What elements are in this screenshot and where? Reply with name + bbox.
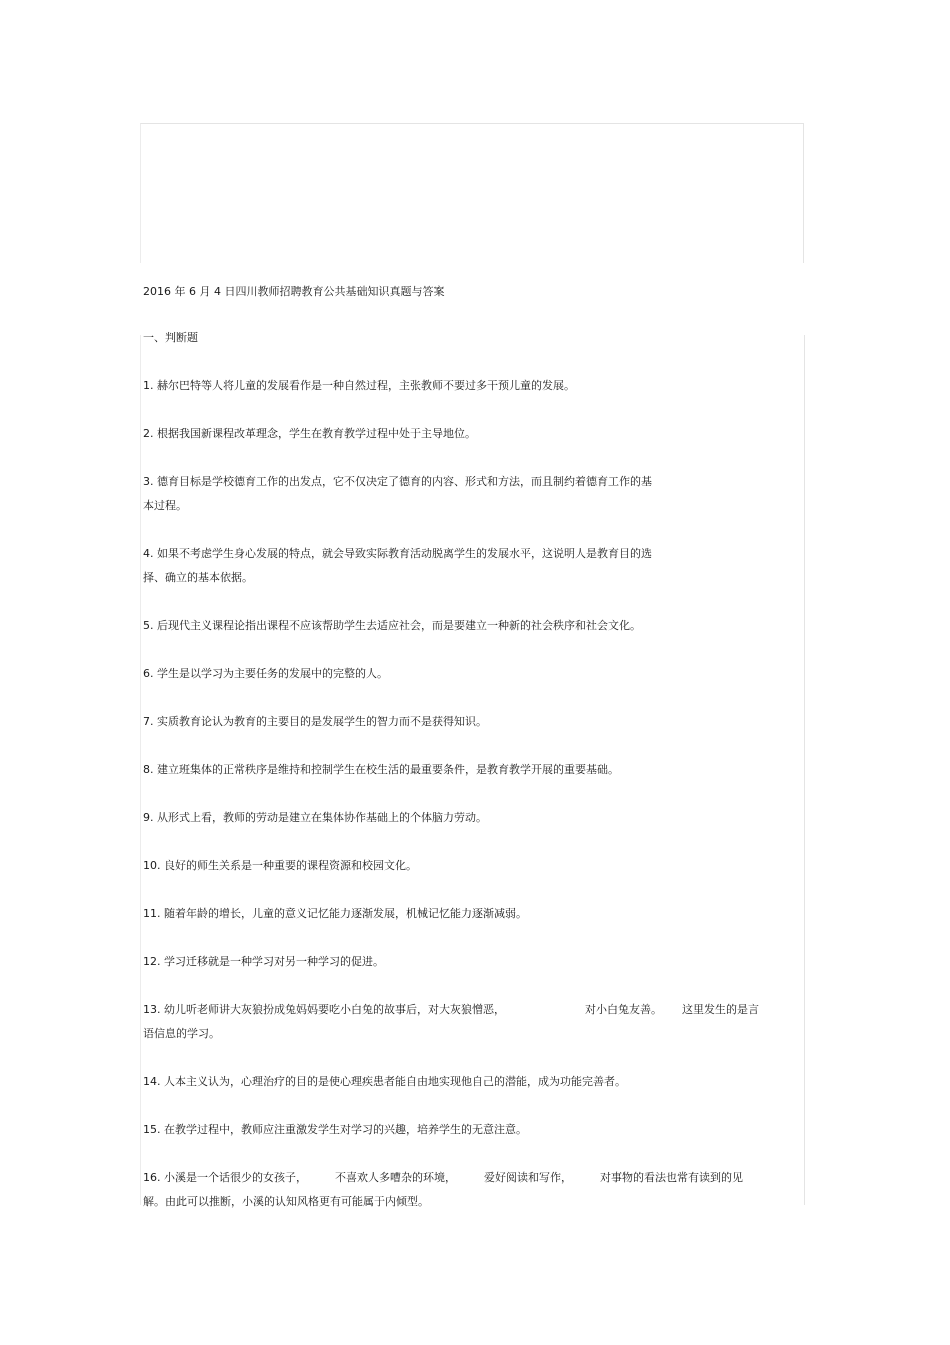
question-number: 1.	[143, 379, 154, 392]
document-body	[143, 280, 793, 1214]
right-margin-rule	[804, 335, 805, 1205]
question-line	[143, 470, 793, 494]
question-14	[143, 1070, 793, 1094]
question-line	[143, 950, 793, 974]
question-line	[143, 806, 793, 830]
question-number: 12.	[143, 955, 161, 968]
question-13-part-3: 这里发生的是言	[682, 1003, 759, 1016]
question-text: 随着年龄的增长，儿童的意义记忆能力逐渐发展，机械记忆能力逐渐减弱。	[164, 907, 527, 920]
question-number: 9.	[143, 811, 154, 824]
question-number: 10.	[143, 859, 161, 872]
question-13	[143, 998, 793, 1046]
question-line	[143, 494, 793, 518]
question-number: 2.	[143, 427, 154, 440]
question-text: 择、确立的基本依据。	[143, 571, 253, 584]
question-text: 实质教育论认为教育的主要目的是发展学生的智力而不是获得知识。	[157, 715, 487, 728]
question-12	[143, 950, 793, 974]
question-8	[143, 758, 793, 782]
question-15	[143, 1118, 793, 1142]
question-number: 3.	[143, 475, 154, 488]
question-3	[143, 470, 793, 518]
question-text: 良好的师生关系是一种重要的课程资源和校园文化。	[164, 859, 417, 872]
question-13-line-1	[143, 998, 793, 1022]
question-list	[143, 374, 793, 974]
question-text: 建立班集体的正常秩序是维持和控制学生在校生活的最重要条件，是教育教学开展的重要基础。	[157, 763, 619, 776]
document-title: 2016 年 6 月 4 日四川教师招聘教育公共基础知识真题与答案	[143, 285, 445, 298]
question-5	[143, 614, 793, 638]
question-16-part-2: 不喜欢人多嘈杂的环境，	[335, 1171, 456, 1184]
question-line	[143, 614, 793, 638]
question-10	[143, 854, 793, 878]
question-line	[143, 542, 793, 566]
question-line	[143, 854, 793, 878]
question-16	[143, 1166, 793, 1214]
question-13-part-1: 幼儿听老师讲大灰狼扮成兔妈妈要吃小白兔的故事后，对大灰狼憎恶，	[164, 1003, 505, 1016]
question-text: 学习迁移就是一种学习对另一种学习的促进。	[164, 955, 384, 968]
question-line	[143, 422, 793, 446]
question-number: 4.	[143, 547, 154, 560]
question-11	[143, 902, 793, 926]
question-number: 5.	[143, 619, 154, 632]
question-6	[143, 662, 793, 686]
question-16-line-1	[143, 1166, 793, 1190]
question-number: 14.	[143, 1075, 161, 1088]
question-16-part-4: 对事物的看法也常有读到的见	[600, 1171, 743, 1184]
question-line	[143, 566, 793, 590]
section-heading: 一、判断题	[143, 331, 198, 344]
question-2	[143, 422, 793, 446]
question-number: 15.	[143, 1123, 161, 1136]
question-7	[143, 710, 793, 734]
question-14-text: 人本主义认为，心理治疗的目的是使心理疾患者能自由地实现他自己的潜能，成为功能完善者。	[164, 1075, 626, 1088]
question-number: 6.	[143, 667, 154, 680]
question-text: 德育目标是学校德育工作的出发点，它不仅决定了德育的内容、形式和方法，而且制约着德育工作的基	[157, 475, 652, 488]
question-15-text: 在教学过程中，教师应注重激发学生对学习的兴趣，培养学生的无意注意。	[164, 1123, 527, 1136]
question-line	[143, 374, 793, 398]
question-text: 学生是以学习为主要任务的发展中的完整的人。	[157, 667, 388, 680]
header-frame	[140, 123, 804, 263]
question-text: 如果不考虑学生身心发展的特点，就会导致实际教育活动脱离学生的发展水平，这说明人是教育目的选	[157, 547, 652, 560]
question-line	[143, 662, 793, 686]
question-1	[143, 374, 793, 398]
question-14-line	[143, 1070, 793, 1094]
question-line	[143, 758, 793, 782]
question-9	[143, 806, 793, 830]
question-16-line-2: 解。由此可以推断，小溪的认知风格更有可能属于内倾型。	[143, 1195, 429, 1208]
left-margin-rule	[140, 335, 141, 1205]
question-number: 13.	[143, 1003, 161, 1016]
question-13-line-2: 语信息的学习。	[143, 1027, 220, 1040]
question-text: 本过程。	[143, 499, 187, 512]
question-line	[143, 710, 793, 734]
question-4	[143, 542, 793, 590]
question-15-line	[143, 1118, 793, 1142]
question-number: 11.	[143, 907, 161, 920]
question-number: 8.	[143, 763, 154, 776]
question-number: 7.	[143, 715, 154, 728]
question-16-part-3: 爱好阅读和写作，	[484, 1171, 572, 1184]
question-line	[143, 902, 793, 926]
question-text: 后现代主义课程论指出课程不应该帮助学生去适应社会，而是要建立一种新的社会秩序和社会文化。	[157, 619, 641, 632]
question-text: 根据我国新课程改革理念，学生在教育教学过程中处于主导地位。	[157, 427, 476, 440]
question-text: 赫尔巴特等人将儿童的发展看作是一种自然过程，主张教师不要过多干预儿童的发展。	[157, 379, 575, 392]
question-text: 从形式上看，教师的劳动是建立在集体协作基础上的个体脑力劳动。	[157, 811, 487, 824]
question-13-part-2: 对小白兔友善。	[585, 1003, 662, 1016]
question-16-part-1: 小溪是一个话很少的女孩子，	[164, 1171, 307, 1184]
question-number: 16.	[143, 1171, 161, 1184]
